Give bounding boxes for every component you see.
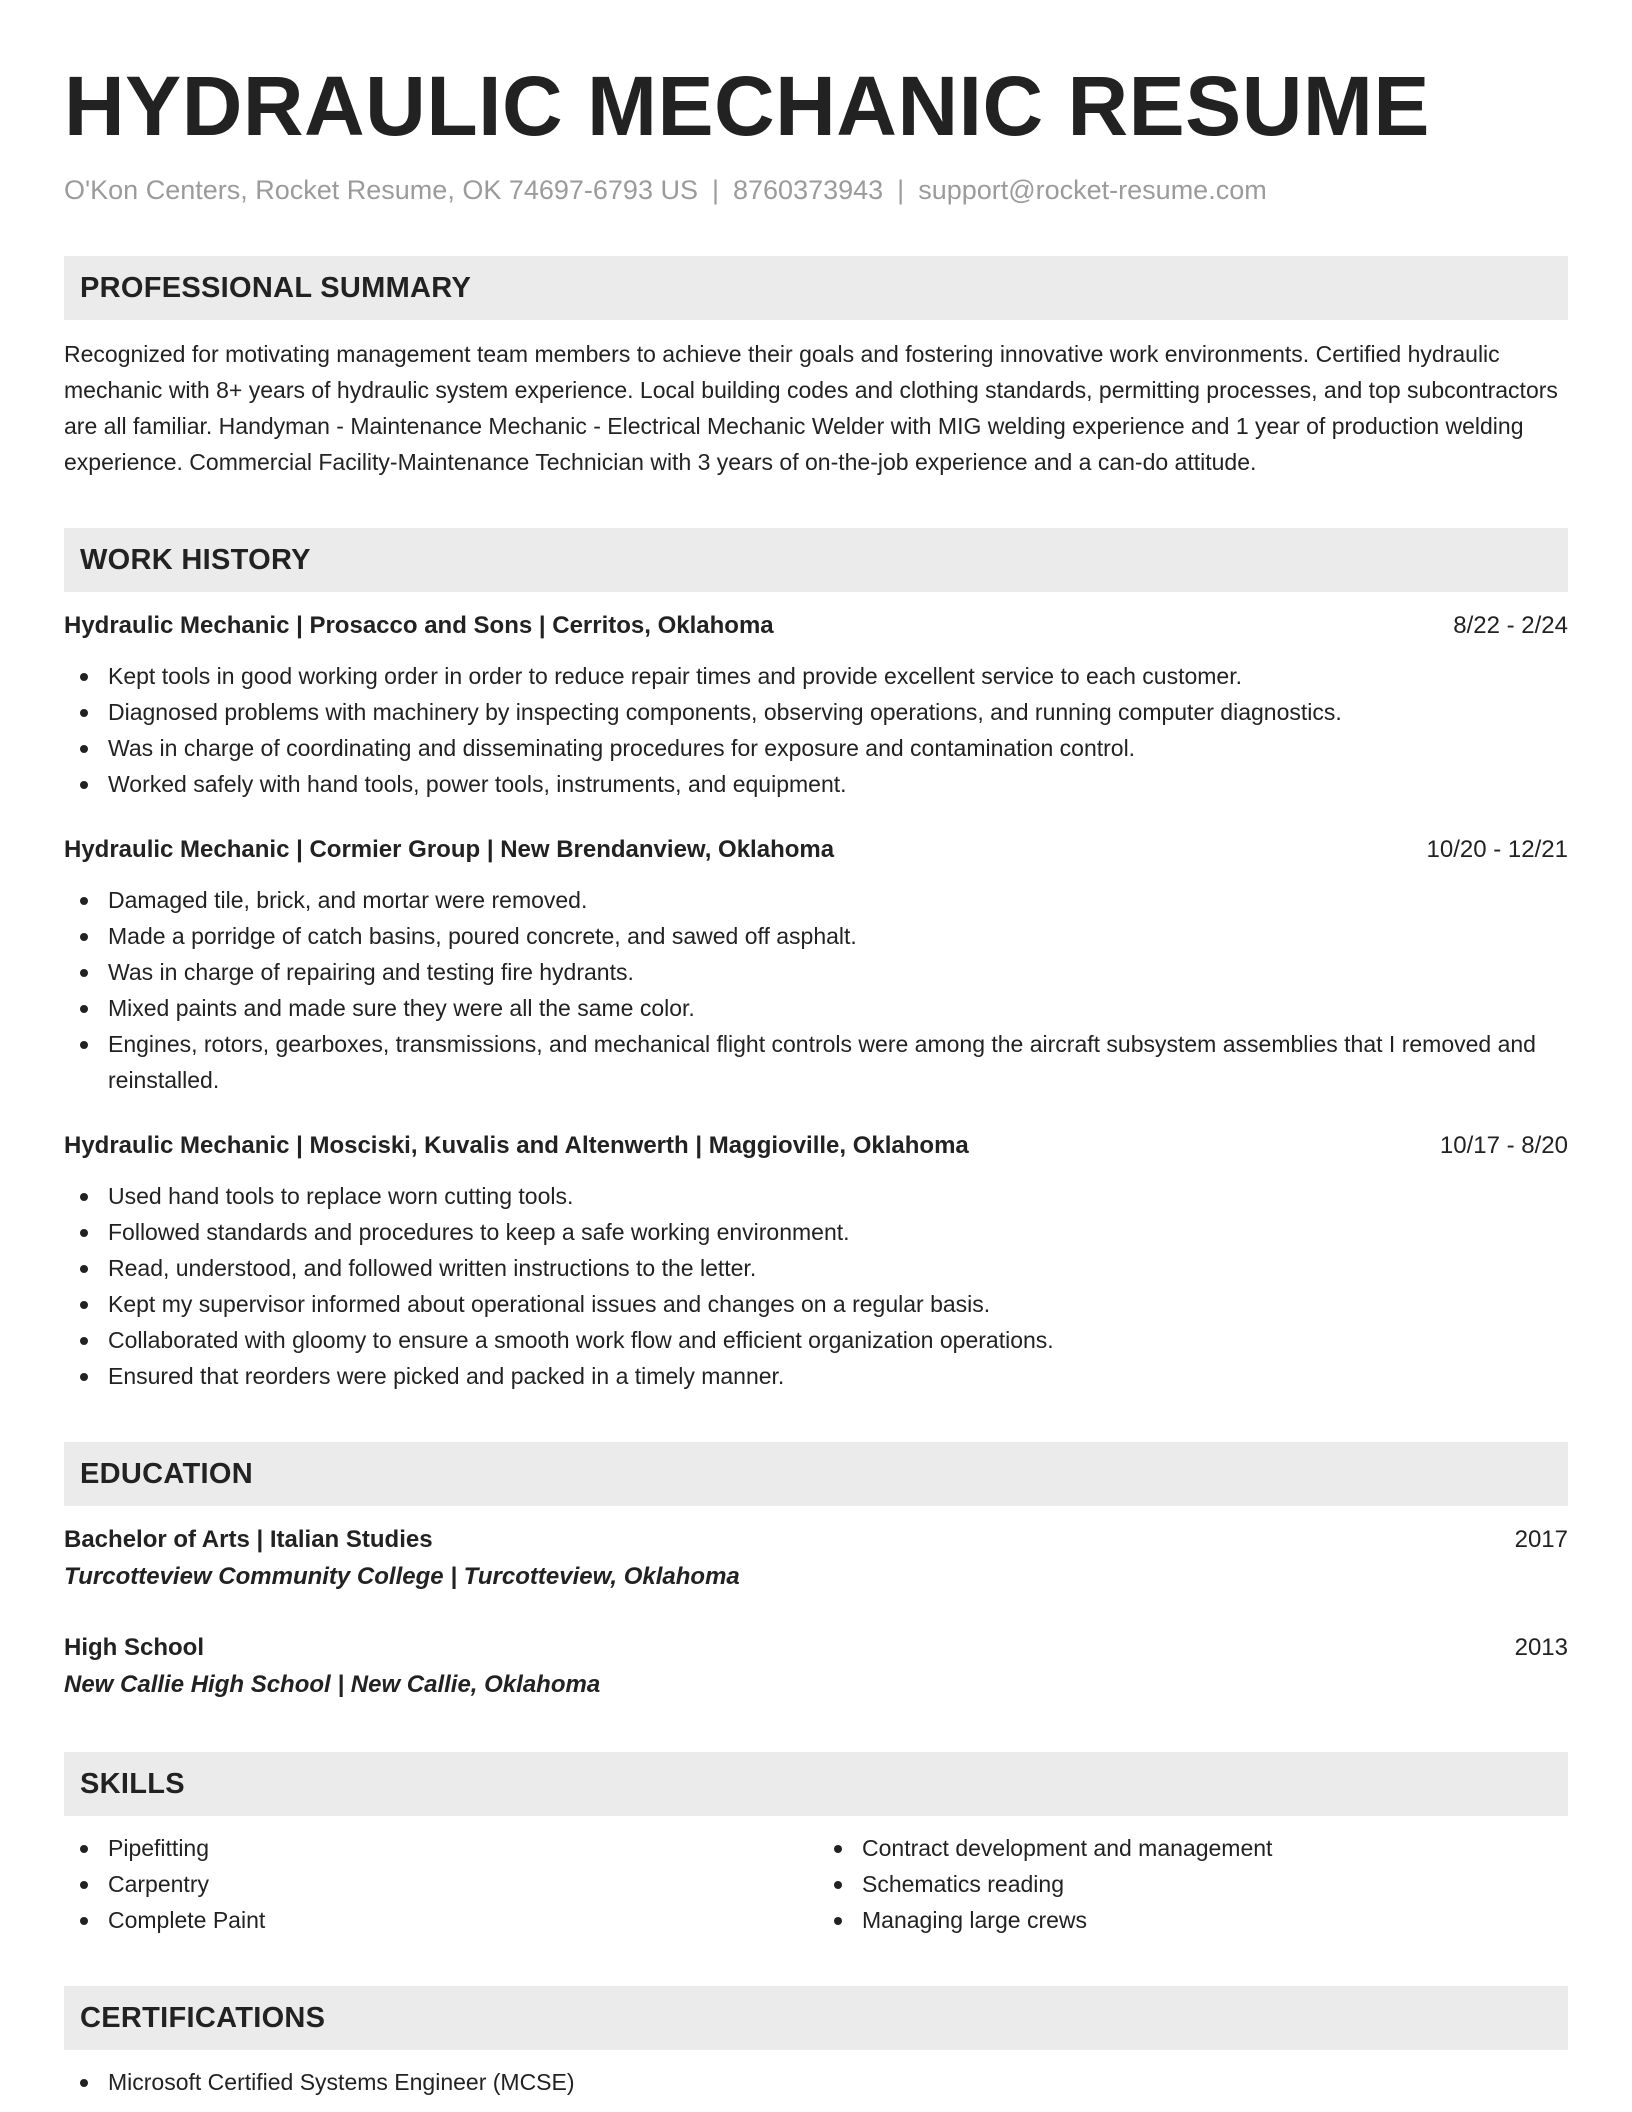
job-dates: 10/17 - 8/20 [1439,1132,1568,1159]
job-dates: 8/22 - 2/24 [1453,612,1568,639]
job-bullets [64,882,1568,1098]
contact-email: support@rocket-resume.com [918,175,1267,205]
list-item: Kept tools in good working order in order to reduce repair times and provide excellent service to each customer. [64,658,1568,694]
list-item: Collaborated with gloomy to ensure a smooth work flow and efficient organization operations. [64,1322,1568,1358]
skill-item: Complete Paint [64,1902,816,1938]
certification-item: Microsoft Certified Systems Engineer (MCSE) [64,2064,1568,2100]
skill-item: Schematics reading [818,1866,1568,1902]
list-item: Read, understood, and followed written instructions to the letter. [64,1250,1568,1286]
job-title: Hydraulic Mechanic | Mosciski, Kuvalis and Altenwerth | Maggioville, Oklahoma [64,1132,969,1159]
education-year: 2017 [1514,1526,1568,1553]
education-header [64,1630,1568,1666]
list-item: Engines, rotors, gearboxes, transmissions, and mechanical flight controls were among the aircraft subsystem assemblies that I removed and reinstalled. [64,1026,1568,1098]
list-item: Used hand tools to replace worn cutting tools. [64,1178,1568,1214]
education-entry [64,1522,1568,1596]
job-header [64,832,1568,868]
degree-title: Bachelor of Arts | Italian Studies [64,1526,433,1553]
list-item: Made a porridge of catch basins, poured concrete, and sawed off asphalt. [64,918,1568,954]
job-bullets [64,658,1568,802]
job-title: Hydraulic Mechanic | Prosacco and Sons | Cerritos, Oklahoma [64,612,774,639]
section-heading-education: EDUCATION [64,1442,1568,1506]
job-bullets [64,1178,1568,1394]
section-heading-skills: SKILLS [64,1752,1568,1816]
contact-separator: | [711,175,719,205]
section-heading-work-history: WORK HISTORY [64,528,1568,592]
contact-separator: | [897,175,905,205]
school-name: New Callie High School | New Callie, Oklahoma [64,1671,601,1698]
job-header [64,608,1568,644]
job-entry [64,608,1568,802]
list-item: Was in charge of coordinating and disseminating procedures for exposure and contamination control. [64,730,1568,766]
contact-phone: 8760373943 [733,175,884,205]
skills-column-right [816,1830,1568,1938]
skill-item: Pipefitting [64,1830,816,1866]
list-item: Damaged tile, brick, and mortar were removed. [64,882,1568,918]
degree-title: High School [64,1634,204,1661]
job-header [64,1128,1568,1164]
list-item: Was in charge of repairing and testing fire hydrants. [64,954,1568,990]
contact-address: O'Kon Centers, Rocket Resume, OK 74697-6793 US [64,175,698,205]
skill-item: Managing large crews [818,1902,1568,1938]
job-dates: 10/20 - 12/21 [1426,836,1568,863]
list-item: Followed standards and procedures to keep a safe working environment. [64,1214,1568,1250]
job-entry [64,832,1568,1098]
list-item: Kept my supervisor informed about operational issues and changes on a regular basis. [64,1286,1568,1322]
education-year: 2013 [1514,1634,1568,1661]
list-item: Mixed paints and made sure they were all the same color. [64,990,1568,1026]
list-item: Ensured that reorders were picked and packed in a timely manner. [64,1358,1568,1394]
resume-name: HYDRAULIC MECHANIC RESUME [64,59,1430,153]
job-title: Hydraulic Mechanic | Cormier Group | New Brendanview, Oklahoma [64,836,835,863]
school-name: Turcotteview Community College | Turcotteview, Oklahoma [64,1563,740,1590]
education-header [64,1522,1568,1558]
job-entry [64,1128,1568,1394]
certifications-list [64,2064,1568,2100]
section-heading-summary: PROFESSIONAL SUMMARY [64,256,1568,320]
skill-item: Contract development and management [818,1830,1568,1866]
list-item: Diagnosed problems with machinery by inspecting components, observing operations, and running computer diagnostics. [64,694,1568,730]
summary-text: Recognized for motivating management team members to achieve their goals and fostering innovative work environments. Certified hydraulic mechanic with 8+ years of hydraulic system experience. Local building codes and clothing standards, permitting processes, and top subcontractors are all familiar. Handyman - Maintenance Mechanic - Electrical Mechanic Welder with MIG welding experience and 1 year of production welding experience. Commercial Facility-Maintenance Technician with 3 years of on-the-job experience and a can-do attitude. [64,341,1558,475]
list-item: Worked safely with hand tools, power tools, instruments, and equipment. [64,766,1568,802]
contact-line [64,172,1568,208]
skills-list [64,1830,1568,1938]
skills-column-left [64,1830,816,1938]
education-entry [64,1630,1568,1704]
section-heading-certifications: CERTIFICATIONS [64,1986,1568,2050]
skill-item: Carpentry [64,1866,816,1902]
